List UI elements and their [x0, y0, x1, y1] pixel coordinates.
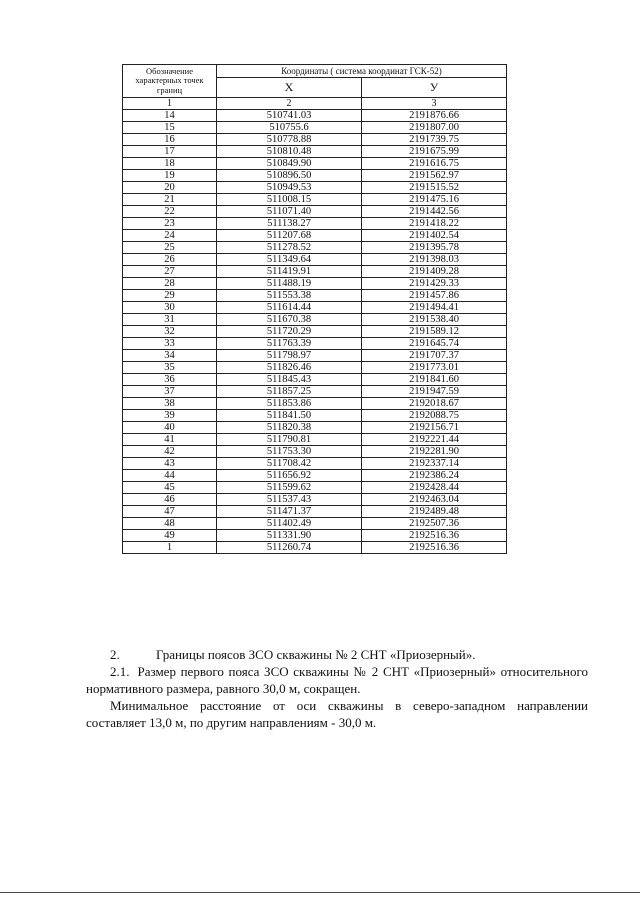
x-cell: 511820.38	[217, 422, 362, 434]
point-cell: 34	[123, 350, 217, 362]
table-row	[123, 158, 507, 170]
y-cell: 2192386.24	[362, 470, 507, 482]
table-row	[123, 410, 507, 422]
y-cell: 2192018.67	[362, 398, 507, 410]
x-cell: 511419.91	[217, 266, 362, 278]
x-cell: 511798.97	[217, 350, 362, 362]
point-cell: 15	[123, 122, 217, 134]
point-cell: 30	[123, 302, 217, 314]
point-cell: 24	[123, 230, 217, 242]
index-cell: 1	[123, 98, 217, 110]
x-cell: 511537.43	[217, 494, 362, 506]
point-cell: 28	[123, 278, 217, 290]
table-row	[123, 350, 507, 362]
y-cell: 2192337.14	[362, 458, 507, 470]
y-cell: 2192489.48	[362, 506, 507, 518]
point-cell: 44	[123, 470, 217, 482]
subsection-paragraph	[86, 663, 588, 697]
x-cell: 510741.03	[217, 110, 362, 122]
subsection-text: Размер первого пояса ЗСО скважины № 2 СНТ «Приозерный» относительного нормативного размера, равного 30,0 м, сокращен.	[86, 664, 588, 696]
table-row	[123, 110, 507, 122]
x-cell: 510810.48	[217, 146, 362, 158]
point-cell: 45	[123, 482, 217, 494]
y-cell: 2191418.22	[362, 218, 507, 230]
y-cell: 2192281.90	[362, 446, 507, 458]
table-row	[123, 386, 507, 398]
y-cell: 2191841.60	[362, 374, 507, 386]
table-row	[123, 122, 507, 134]
y-cell: 2192088.75	[362, 410, 507, 422]
y-cell: 2191739.75	[362, 134, 507, 146]
coordinates-table	[122, 64, 507, 554]
section-heading	[86, 646, 588, 663]
point-cell: 18	[123, 158, 217, 170]
x-cell: 511708.42	[217, 458, 362, 470]
section-number: 2.	[110, 647, 120, 662]
y-cell: 2192156.71	[362, 422, 507, 434]
point-cell: 19	[123, 170, 217, 182]
y-cell: 2191538.40	[362, 314, 507, 326]
table-row	[123, 290, 507, 302]
y-cell: 2191807.00	[362, 122, 507, 134]
point-cell: 41	[123, 434, 217, 446]
point-cell: 35	[123, 362, 217, 374]
x-cell: 511790.81	[217, 434, 362, 446]
y-cell: 2191395.78	[362, 242, 507, 254]
point-cell: 37	[123, 386, 217, 398]
y-cell: 2191409.28	[362, 266, 507, 278]
x-cell: 511402.49	[217, 518, 362, 530]
point-cell: 33	[123, 338, 217, 350]
point-cell: 21	[123, 194, 217, 206]
header-x: X	[217, 78, 362, 98]
x-cell: 511471.37	[217, 506, 362, 518]
table-row	[123, 470, 507, 482]
x-cell: 511763.39	[217, 338, 362, 350]
x-cell: 510778.88	[217, 134, 362, 146]
y-cell: 2191402.54	[362, 230, 507, 242]
table-row	[123, 422, 507, 434]
point-cell: 1	[123, 542, 217, 554]
x-cell: 511853.86	[217, 398, 362, 410]
point-cell: 29	[123, 290, 217, 302]
index-cell: 2	[217, 98, 362, 110]
x-cell: 511553.38	[217, 290, 362, 302]
table-row	[123, 218, 507, 230]
table-row	[123, 458, 507, 470]
x-cell: 511753.30	[217, 446, 362, 458]
distance-paragraph: Минимальное расстояние от оси скважины в северо-западном направлении составляет 13,0 м, по другим направлениям - 30,0 м.	[86, 698, 588, 730]
point-cell: 16	[123, 134, 217, 146]
y-cell: 2191773.01	[362, 362, 507, 374]
table-row	[123, 446, 507, 458]
table-row	[123, 338, 507, 350]
x-cell: 510755.6	[217, 122, 362, 134]
point-cell: 22	[123, 206, 217, 218]
table-row	[123, 362, 507, 374]
point-cell: 47	[123, 506, 217, 518]
table-row	[123, 398, 507, 410]
y-cell: 2191475.16	[362, 194, 507, 206]
header-y: У	[362, 78, 507, 98]
x-cell: 511826.46	[217, 362, 362, 374]
x-cell: 511138.27	[217, 218, 362, 230]
y-cell: 2191494.41	[362, 302, 507, 314]
point-cell: 14	[123, 110, 217, 122]
x-cell: 511488.19	[217, 278, 362, 290]
point-cell: 23	[123, 218, 217, 230]
page-bottom-rule	[0, 892, 640, 893]
table-row	[123, 266, 507, 278]
point-cell: 49	[123, 530, 217, 542]
x-cell: 511071.40	[217, 206, 362, 218]
table-row	[123, 230, 507, 242]
point-cell: 43	[123, 458, 217, 470]
subsection-number: 2.1.	[110, 664, 130, 679]
y-cell: 2191398.03	[362, 254, 507, 266]
x-cell: 511260.74	[217, 542, 362, 554]
x-cell: 511008.15	[217, 194, 362, 206]
index-cell: 3	[362, 98, 507, 110]
point-cell: 25	[123, 242, 217, 254]
point-cell: 36	[123, 374, 217, 386]
header-point-designation: Обозначение характерных точек границ	[123, 65, 217, 98]
table-row	[123, 302, 507, 314]
table-row	[123, 242, 507, 254]
x-cell: 511845.43	[217, 374, 362, 386]
y-cell: 2192516.36	[362, 542, 507, 554]
x-cell: 510896.50	[217, 170, 362, 182]
table-row	[123, 278, 507, 290]
table-row	[123, 170, 507, 182]
header-coordinates-group: Координаты ( система координат ГСК-52)	[217, 65, 507, 78]
y-cell: 2192221.44	[362, 434, 507, 446]
y-cell: 2192463.04	[362, 494, 507, 506]
y-cell: 2191947.59	[362, 386, 507, 398]
table-row	[123, 506, 507, 518]
table-row	[123, 542, 507, 554]
x-cell: 511207.68	[217, 230, 362, 242]
y-cell: 2191616.75	[362, 158, 507, 170]
point-cell: 32	[123, 326, 217, 338]
table-row	[123, 314, 507, 326]
table-row	[123, 518, 507, 530]
x-cell: 511841.50	[217, 410, 362, 422]
section-title: Границы поясов ЗСО скважины № 2 СНТ «Приозерный».	[156, 647, 476, 662]
y-cell: 2191442.56	[362, 206, 507, 218]
table-body	[123, 110, 507, 554]
x-cell: 511656.92	[217, 470, 362, 482]
point-cell: 48	[123, 518, 217, 530]
x-cell: 510849.90	[217, 158, 362, 170]
table-row	[123, 254, 507, 266]
point-cell: 17	[123, 146, 217, 158]
table-row	[123, 326, 507, 338]
table-row	[123, 530, 507, 542]
y-cell: 2191589.12	[362, 326, 507, 338]
y-cell: 2191645.74	[362, 338, 507, 350]
document-text	[86, 646, 588, 731]
x-cell: 511349.64	[217, 254, 362, 266]
x-cell: 511720.29	[217, 326, 362, 338]
table-row	[123, 206, 507, 218]
y-cell: 2191876.66	[362, 110, 507, 122]
table-row	[123, 434, 507, 446]
table-header-row	[123, 65, 507, 78]
y-cell: 2192428.44	[362, 482, 507, 494]
table-row	[123, 494, 507, 506]
point-cell: 40	[123, 422, 217, 434]
table-row	[123, 146, 507, 158]
y-cell: 2192507.36	[362, 518, 507, 530]
point-cell: 26	[123, 254, 217, 266]
table-row	[123, 182, 507, 194]
point-cell: 39	[123, 410, 217, 422]
point-cell: 20	[123, 182, 217, 194]
point-cell: 38	[123, 398, 217, 410]
y-cell: 2192516.36	[362, 530, 507, 542]
y-cell: 2191429.33	[362, 278, 507, 290]
table-row	[123, 134, 507, 146]
point-cell: 31	[123, 314, 217, 326]
x-cell: 511599.62	[217, 482, 362, 494]
point-cell: 27	[123, 266, 217, 278]
x-cell: 511857.25	[217, 386, 362, 398]
point-cell: 46	[123, 494, 217, 506]
x-cell: 510949.53	[217, 182, 362, 194]
point-cell: 42	[123, 446, 217, 458]
x-cell: 511278.52	[217, 242, 362, 254]
x-cell: 511614.44	[217, 302, 362, 314]
y-cell: 2191457.86	[362, 290, 507, 302]
table-row	[123, 482, 507, 494]
table-row	[123, 374, 507, 386]
y-cell: 2191675.99	[362, 146, 507, 158]
y-cell: 2191562.97	[362, 170, 507, 182]
table-index-row	[123, 98, 507, 110]
x-cell: 511670.38	[217, 314, 362, 326]
y-cell: 2191707.37	[362, 350, 507, 362]
x-cell: 511331.90	[217, 530, 362, 542]
table-row	[123, 194, 507, 206]
y-cell: 2191515.52	[362, 182, 507, 194]
